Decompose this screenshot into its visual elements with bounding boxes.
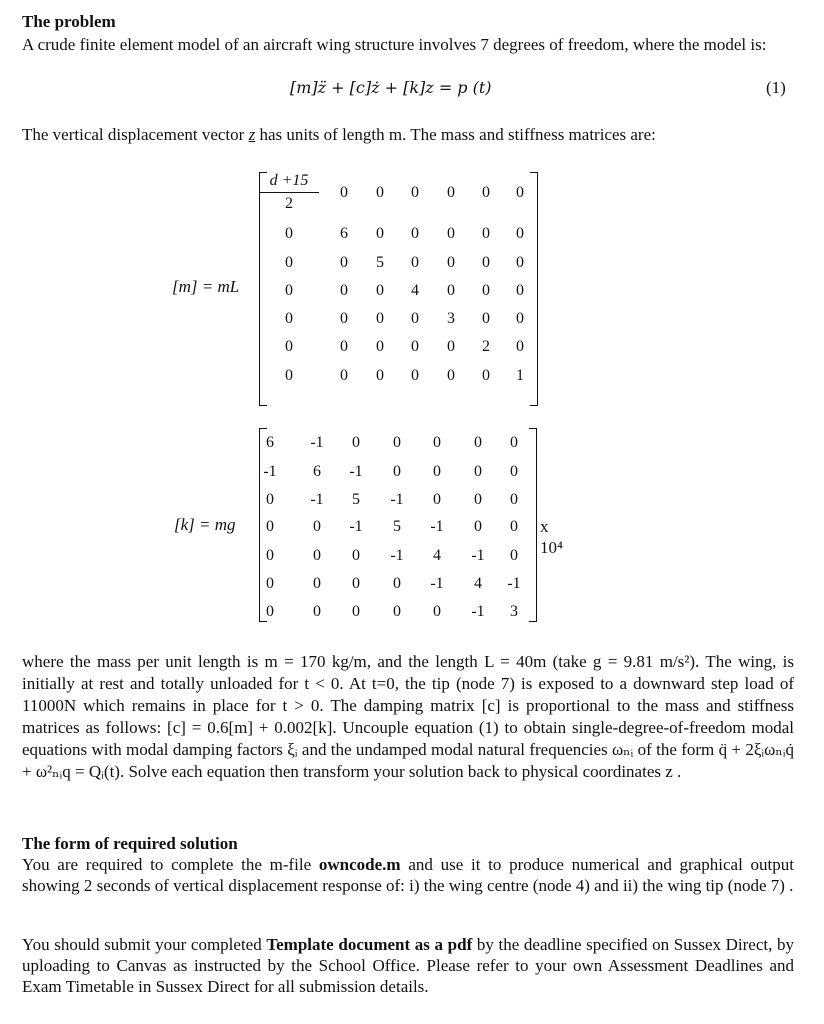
- mass-matrix-cell: 0: [285, 310, 293, 327]
- mass-matrix-cell: 0: [447, 254, 455, 271]
- mass-matrix-cell: 0: [482, 254, 490, 271]
- stiffness-matrix-cell: -1: [471, 547, 485, 564]
- solution-text-pre: You are required to complete the m-file: [22, 855, 319, 874]
- mass-matrix-cell: 0: [340, 338, 348, 355]
- mass-matrix-cell: 5: [376, 254, 384, 271]
- solution-paragraph: [22, 854, 794, 896]
- mass-matrix-cell: 0: [482, 367, 490, 384]
- mass-matrix-cell: 0: [411, 225, 419, 242]
- stiffness-matrix-cell: 0: [313, 518, 321, 535]
- stiffness-matrix-cell: -1: [507, 575, 521, 592]
- mass-matrix-cell: 0: [340, 184, 348, 201]
- stiffness-multiplier: x 10⁴: [540, 517, 563, 557]
- submission-bold: Template document as a pdf: [266, 935, 473, 954]
- description-paragraph: where the mass per unit length is m = 170 kg/m, and the length L = 40m (take g = 9.81 m/s²). The wing, is initially at rest and totally unloaded for t < 0. At t=0, the tip (node 7) is exposed to a downward step load of 11000N which remains in place for t > 0. The damping matrix [c] is proportional to the mass and stiffness matrices as follows: [c] = 0.6[m] + 0.002[k]. Uncouple equation (1) to obtain single-degree-of-freedom modal equations with modal damping factors ξᵢ and the undamped modal natural frequencies ωₙᵢ of the form q̈ + 2ξᵢωₙᵢq̇ + ω²ₙᵢq = Qᵢ(t). Solve each equation then transform your solution back to physical coordinates z .: [22, 652, 794, 781]
- mass-matrix-cell: 0: [482, 184, 490, 201]
- mass-matrix-cell: 0: [516, 225, 524, 242]
- mass-matrix-cell: 0: [516, 310, 524, 327]
- mass-matrix-cell: 2: [482, 338, 490, 355]
- mass-matrix-cell: 0: [376, 184, 384, 201]
- mass-matrix-cell: 0: [482, 225, 490, 242]
- displacement-pre: The vertical displacement vector: [22, 125, 249, 144]
- mass-matrix-cell: 0: [376, 225, 384, 242]
- mass-matrix-cell: 0: [376, 310, 384, 327]
- displacement-var: z: [248, 125, 256, 144]
- stiffness-matrix-cell: -1: [390, 491, 404, 508]
- mass-matrix-cell: 0: [340, 367, 348, 384]
- stiffness-matrix-cell: 0: [313, 575, 321, 592]
- mass-matrix-cell: 4: [411, 282, 419, 299]
- stiffness-matrix-cell: 0: [393, 463, 401, 480]
- stiffness-matrix-cell: 0: [393, 603, 401, 620]
- stiffness-matrix-cell: 0: [393, 434, 401, 451]
- solution-filename: owncode.m: [318, 855, 401, 874]
- mass-matrix-cell: 0: [376, 282, 384, 299]
- mass-matrix-cell: 0: [411, 338, 419, 355]
- stiffness-matrix-cell: -1: [310, 491, 324, 508]
- stiffness-matrix-cell: 4: [474, 575, 482, 592]
- mass-matrix-cell: 0: [340, 310, 348, 327]
- mass-matrix-cell: 0: [411, 254, 419, 271]
- stiffness-matrix-cell: 5: [352, 491, 360, 508]
- mass-matrix-cell: 0: [447, 338, 455, 355]
- stiffness-matrix-cell: -1: [430, 575, 444, 592]
- stiffness-matrix-cell: 0: [266, 547, 274, 564]
- stiffness-matrix-cell: -1: [349, 463, 363, 480]
- stiffness-matrix-cell: 0: [313, 603, 321, 620]
- stiffness-matrix-cell: 0: [393, 575, 401, 592]
- stiffness-matrix-cell: -1: [390, 547, 404, 564]
- stiffness-matrix-cell: 0: [266, 603, 274, 620]
- mass-matrix-cell: 0: [411, 310, 419, 327]
- stiffness-matrix-cell: -1: [349, 518, 363, 535]
- displacement-sentence: [22, 124, 656, 145]
- mass-first-denominator: 2: [285, 195, 293, 212]
- solution-text-post: and use it to produce numerical and graphical output showing 2 seconds of vertical displacement response of: i) the wing centre (node 4) and ii) the wing tip (node 7) .: [22, 855, 794, 895]
- stiffness-matrix-cell: 0: [510, 434, 518, 451]
- stiffness-matrix-cell: 6: [266, 434, 274, 451]
- mass-matrix-cell: 0: [516, 254, 524, 271]
- mass-matrix-cell: 0: [411, 367, 419, 384]
- mass-matrix-cell: 0: [516, 282, 524, 299]
- solution-heading: The form of required solution: [22, 834, 238, 853]
- stiffness-matrix-cell: 4: [433, 547, 441, 564]
- mass-matrix-cell: 0: [447, 184, 455, 201]
- stiffness-matrix-cell: 0: [352, 603, 360, 620]
- mass-matrix-cell: 0: [285, 338, 293, 355]
- mass-matrix-cell: 0: [447, 367, 455, 384]
- mass-matrix-cell: 0: [516, 184, 524, 201]
- stiffness-matrix-cell: 0: [510, 547, 518, 564]
- mass-matrix-cell: 6: [340, 225, 348, 242]
- mass-matrix-cell: 3: [447, 310, 455, 327]
- stiffness-matrix-cell: 0: [266, 518, 274, 535]
- stiffness-matrix-cell: 0: [266, 575, 274, 592]
- stiffness-matrix-cell: 0: [433, 463, 441, 480]
- mass-matrix-cell: 0: [285, 225, 293, 242]
- mass-matrix-cell: 0: [285, 254, 293, 271]
- stiffness-matrix-cell: 0: [433, 491, 441, 508]
- mass-matrix-cell: 0: [285, 367, 293, 384]
- mass-matrix-cell: 0: [516, 338, 524, 355]
- mass-matrix-cell: 0: [340, 282, 348, 299]
- stiffness-matrix-cell: 0: [474, 434, 482, 451]
- stiffness-matrix-cell: 0: [510, 518, 518, 535]
- stiffness-matrix-cell: 0: [352, 575, 360, 592]
- stiffness-matrix-cell: 0: [313, 547, 321, 564]
- submission-text-post: by the deadline specified on Sussex Direct, by uploading to Canvas as instructed by the School Office. Please refer to your own Assessment Deadlines and Exam Timetable in Sussex Direct for all submission details.: [22, 935, 795, 996]
- problem-heading: The problem: [22, 12, 116, 31]
- mass-matrix-cell: 0: [482, 310, 490, 327]
- mass-matrix-label: [m] = mL: [172, 277, 240, 296]
- mass-matrix-cell: 0: [376, 367, 384, 384]
- stiffness-matrix-cell: 5: [393, 518, 401, 535]
- stiffness-matrix-cell: 0: [510, 491, 518, 508]
- mass-matrix-cell: 0: [376, 338, 384, 355]
- mass-matrix-cell: 0: [340, 254, 348, 271]
- stiffness-matrix-cell: -1: [430, 518, 444, 535]
- stiffness-matrix-cell: -1: [310, 434, 324, 451]
- mass-first-entry: [259, 172, 319, 213]
- mass-matrix-cell: 0: [411, 184, 419, 201]
- stiffness-matrix-cell: 0: [510, 463, 518, 480]
- displacement-post: has units of length m. The mass and stiffness matrices are:: [255, 125, 656, 144]
- stiffness-matrix-cell: 0: [433, 603, 441, 620]
- mass-matrix-cell: 0: [447, 225, 455, 242]
- stiffness-matrix-cell: 0: [352, 434, 360, 451]
- problem-intro: A crude finite element model of an aircraft wing structure involves 7 degrees of freedom, where the model is:: [22, 35, 767, 54]
- stiffness-matrix-cell: 0: [474, 463, 482, 480]
- submission-text-pre: You should submit your completed: [22, 935, 267, 954]
- mass-first-numerator: d +15: [259, 172, 319, 193]
- stiffness-matrix-cell: 0: [352, 547, 360, 564]
- stiffness-matrix-cell: 0: [266, 491, 274, 508]
- mass-matrix-cell: 0: [447, 282, 455, 299]
- stiffness-matrix-cell: 0: [474, 491, 482, 508]
- stiffness-matrix-label: [k] = mg: [174, 515, 236, 534]
- stiffness-matrix-cell: 6: [313, 463, 321, 480]
- equation-number: (1): [766, 78, 786, 97]
- stiffness-matrix-cell: -1: [471, 603, 485, 620]
- stiffness-matrix-cell: -1: [263, 463, 277, 480]
- stiffness-matrix-cell: 3: [510, 603, 518, 620]
- equation-of-motion: [m]z̈ + [c]ż + [k]z = p (t): [290, 78, 492, 97]
- stiffness-matrix-cell: 0: [474, 518, 482, 535]
- mass-matrix-cell: 0: [482, 282, 490, 299]
- submission-paragraph: [22, 934, 794, 997]
- mass-matrix-cell: 1: [516, 367, 524, 384]
- mass-matrix-cell: 0: [285, 282, 293, 299]
- stiffness-matrix-cell: 0: [433, 434, 441, 451]
